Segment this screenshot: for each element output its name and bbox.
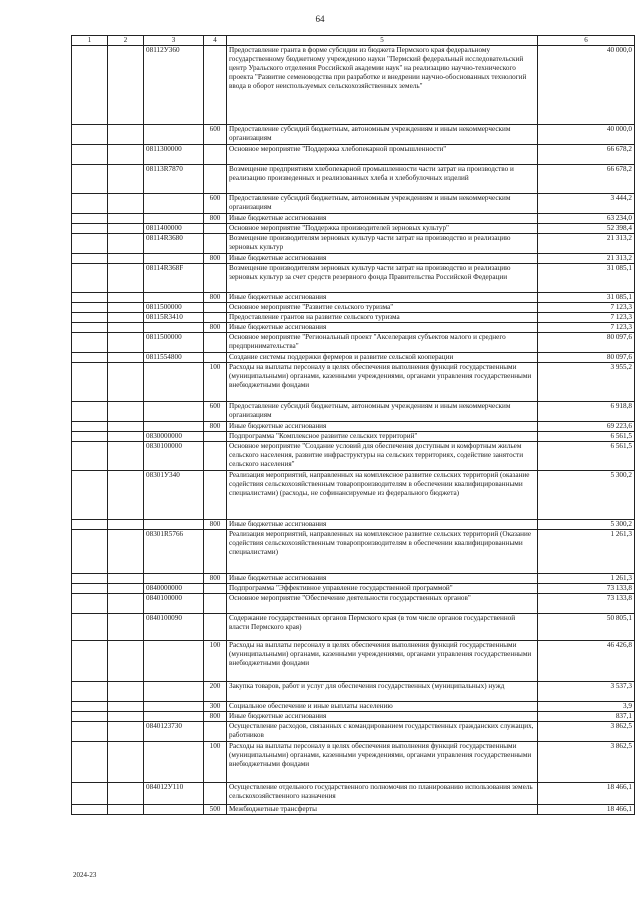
cell-name: Основное мероприятие "Поддержка хлебопекарной промышленности" [227, 145, 538, 165]
cell-subsection [108, 224, 144, 234]
cell-amount: 5 300,2 [538, 471, 635, 520]
cell-amount: 3 862,5 [538, 722, 635, 742]
cell-section [72, 471, 108, 520]
table-row [72, 722, 635, 742]
cell-subsection [108, 722, 144, 742]
cell-section [72, 712, 108, 722]
cell-name: Возмещение производителям зерновых культур части затрат на производство и реализацию зерновых культур за счет средств резервного фонда Правительства Российской Федерации [227, 264, 538, 293]
cell-amount: 3 444,2 [538, 194, 635, 214]
cell-section [72, 722, 108, 742]
cell-target-code [144, 641, 204, 682]
cell-subsection [108, 614, 144, 641]
cell-amount: 69 223,6 [538, 422, 635, 432]
cell-name: Предоставление субсидий бюджетным, автономным учреждениям и иным некоммерческим организациям [227, 125, 538, 145]
table-row [72, 422, 635, 432]
cell-amount: 73 133,8 [538, 584, 635, 594]
cell-expense-type [204, 224, 227, 234]
cell-expense-type: 100 [204, 742, 227, 783]
table-row [72, 254, 635, 264]
cell-section [72, 520, 108, 530]
cell-target-code: 08113R7870 [144, 165, 204, 194]
cell-section [72, 422, 108, 432]
cell-expense-type: 600 [204, 402, 227, 422]
cell-amount: 837,1 [538, 712, 635, 722]
cell-subsection [108, 520, 144, 530]
table-row [72, 323, 635, 333]
cell-target-code [144, 293, 204, 303]
cell-target-code [144, 574, 204, 584]
col-header-6: 6 [538, 36, 635, 46]
cell-target-code: 0840000000 [144, 584, 204, 594]
cell-subsection [108, 234, 144, 254]
table-row [72, 432, 635, 442]
cell-amount: 46 426,8 [538, 641, 635, 682]
cell-name: Реализация мероприятий, направленных на комплексное развитие сельских территорий (оказание содействия сельскохозяйственным товаропроизводителям в обеспечении квалифицированными специалистами) (расходы, не софинансируемые из федерального бюджета) [227, 471, 538, 520]
cell-name: Основное мероприятие "Региональный проект "Акселерация субъектов малого и среднего предпринимательства" [227, 333, 538, 353]
cell-section [72, 214, 108, 224]
cell-expense-type: 100 [204, 641, 227, 682]
cell-section [72, 584, 108, 594]
cell-target-code [144, 702, 204, 712]
cell-section [72, 234, 108, 254]
cell-expense-type: 800 [204, 712, 227, 722]
table-row [72, 442, 635, 471]
cell-amount: 7 123,3 [538, 313, 635, 323]
cell-expense-type [204, 432, 227, 442]
cell-subsection [108, 422, 144, 432]
cell-name: Иные бюджетные ассигнования [227, 293, 538, 303]
cell-section [72, 194, 108, 214]
cell-amount: 52 398,4 [538, 224, 635, 234]
cell-target-code [144, 520, 204, 530]
table-header-row [72, 36, 635, 46]
cell-section [72, 594, 108, 614]
cell-name: Осуществление расходов, связанных с командированием государственных гражданских служащих, работников [227, 722, 538, 742]
table-row [72, 530, 635, 574]
cell-section [72, 530, 108, 574]
cell-target-code: 0811400000 [144, 224, 204, 234]
cell-target-code [144, 323, 204, 333]
table-row [72, 712, 635, 722]
cell-section [72, 614, 108, 641]
budget-table [71, 35, 635, 815]
cell-subsection [108, 333, 144, 353]
cell-name: Создание системы поддержки фермеров и развитие сельской кооперации [227, 353, 538, 363]
cell-section [72, 224, 108, 234]
cell-name: Социальное обеспечение и иные выплаты населению [227, 702, 538, 712]
cell-subsection [108, 303, 144, 313]
cell-name: Иные бюджетные ассигнования [227, 422, 538, 432]
table-row [72, 702, 635, 712]
cell-target-code: 0811500000 [144, 303, 204, 313]
cell-expense-type [204, 234, 227, 254]
cell-expense-type: 800 [204, 323, 227, 333]
table-row [72, 293, 635, 303]
table-body [72, 46, 635, 815]
cell-section [72, 293, 108, 303]
footer-code: 2024-23 [73, 871, 97, 879]
cell-name: Подпрограмма "Эффективное управление государственной программой" [227, 584, 538, 594]
cell-target-code [144, 363, 204, 402]
cell-section [72, 264, 108, 293]
table-row [72, 353, 635, 363]
table-row [72, 742, 635, 783]
cell-name: Иные бюджетные ассигнования [227, 323, 538, 333]
table-row [72, 584, 635, 594]
cell-name: Иные бюджетные ассигнования [227, 520, 538, 530]
cell-target-code [144, 194, 204, 214]
cell-expense-type [204, 165, 227, 194]
cell-expense-type [204, 333, 227, 353]
cell-subsection [108, 402, 144, 422]
cell-target-code: 08115R3410 [144, 313, 204, 323]
cell-target-code [144, 805, 204, 815]
cell-target-code: 08114R368F [144, 264, 204, 293]
cell-target-code: 0811300000 [144, 145, 204, 165]
cell-expense-type [204, 145, 227, 165]
table-row [72, 520, 635, 530]
cell-subsection [108, 702, 144, 712]
cell-name: Основное мероприятие "Обеспечение деятельности государственных органов" [227, 594, 538, 614]
cell-amount: 63 234,0 [538, 214, 635, 224]
cell-expense-type [204, 614, 227, 641]
cell-section [72, 363, 108, 402]
cell-name: Предоставление субсидий бюджетным, автономным учреждениям и иным некоммерческим организациям [227, 194, 538, 214]
cell-subsection [108, 214, 144, 224]
cell-name: Предоставление субсидий бюджетным, автономным учреждениям и иным некоммерческим организациям [227, 402, 538, 422]
table-row [72, 224, 635, 234]
table-row [72, 46, 635, 125]
cell-amount: 40 000,0 [538, 46, 635, 125]
cell-expense-type: 500 [204, 805, 227, 815]
cell-name: Основное мероприятие "Поддержка производителей зерновых культур" [227, 224, 538, 234]
cell-amount: 7 123,3 [538, 303, 635, 313]
cell-name: Расходы на выплаты персоналу в целях обеспечения выполнения функций государственными (муниципальными) органами, казенными учреждениями, органами управления государственными внебюджетными фондами [227, 363, 538, 402]
table-row [72, 303, 635, 313]
cell-subsection [108, 742, 144, 783]
cell-expense-type [204, 353, 227, 363]
cell-section [72, 402, 108, 422]
cell-amount: 6 561,5 [538, 442, 635, 471]
table-row [72, 574, 635, 584]
cell-target-code: 08114R3680 [144, 234, 204, 254]
cell-expense-type [204, 783, 227, 805]
table-row [72, 214, 635, 224]
cell-amount: 6 561,5 [538, 432, 635, 442]
cell-amount: 40 000,0 [538, 125, 635, 145]
cell-expense-type [204, 442, 227, 471]
cell-target-code [144, 402, 204, 422]
cell-subsection [108, 442, 144, 471]
table-row [72, 682, 635, 702]
cell-amount: 66 678,2 [538, 145, 635, 165]
cell-section [72, 432, 108, 442]
cell-subsection [108, 682, 144, 702]
cell-subsection [108, 323, 144, 333]
cell-expense-type: 200 [204, 682, 227, 702]
table-row [72, 471, 635, 520]
col-header-2: 2 [108, 36, 144, 46]
cell-subsection [108, 165, 144, 194]
table-row [72, 363, 635, 402]
cell-name: Предоставление гранта в форме субсидии из бюджета Пермского края федеральному государственному бюджетному учреждению науки "Пермский федеральный исследовательский центр Уральского отделения Российской академии наук" на реализацию научно-технического проекта "Развитие семеноводства при разработке и внедрении научно-обоснованных технологий ввода в оборот неиспользуемых сельскохозяйственных земель" [227, 46, 538, 125]
cell-expense-type [204, 530, 227, 574]
cell-target-code [144, 214, 204, 224]
cell-section [72, 333, 108, 353]
cell-amount: 3 862,5 [538, 742, 635, 783]
cell-section [72, 323, 108, 333]
cell-amount: 80 097,6 [538, 333, 635, 353]
cell-subsection [108, 594, 144, 614]
cell-target-code: 0830100000 [144, 442, 204, 471]
cell-target-code: 08301R5766 [144, 530, 204, 574]
cell-subsection [108, 574, 144, 584]
cell-expense-type: 800 [204, 574, 227, 584]
table-row [72, 783, 635, 805]
cell-section [72, 682, 108, 702]
cell-subsection [108, 584, 144, 594]
cell-subsection [108, 145, 144, 165]
cell-name: Иные бюджетные ассигнования [227, 574, 538, 584]
cell-amount: 31 085,1 [538, 293, 635, 303]
cell-amount: 21 313,2 [538, 254, 635, 264]
cell-amount: 6 918,8 [538, 402, 635, 422]
cell-subsection [108, 46, 144, 125]
cell-name: Межбюджетные трансферты [227, 805, 538, 815]
cell-target-code: 0840100090 [144, 614, 204, 641]
cell-amount: 21 313,2 [538, 234, 635, 254]
cell-section [72, 442, 108, 471]
cell-amount: 80 097,6 [538, 353, 635, 363]
cell-section [72, 145, 108, 165]
cell-expense-type: 800 [204, 214, 227, 224]
col-header-5: 5 [227, 36, 538, 46]
cell-target-code: 0840100000 [144, 594, 204, 614]
cell-expense-type [204, 594, 227, 614]
cell-subsection [108, 194, 144, 214]
cell-amount: 3,9 [538, 702, 635, 712]
cell-target-code [144, 422, 204, 432]
page-number: 64 [315, 14, 325, 24]
cell-name: Реализация мероприятий, направленных на комплексное развитие сельских территорий (Оказание содействия сельскохозяйственным товаропроизводителям в обеспечении квалифицированными специалистами) [227, 530, 538, 574]
cell-name: Возмещение предприятиям хлебопекарной промышленности части затрат на производство и реализацию произведенных и реализованных хлеба и хлебобулочных изделий [227, 165, 538, 194]
cell-amount: 3 537,3 [538, 682, 635, 702]
cell-name: Основное мероприятие "Создание условий для обеспечения доступным и комфортным жильем сельского населения, развитие инфраструктуры на сельских территориях, содействие занятости сельского населения" [227, 442, 538, 471]
cell-subsection [108, 254, 144, 264]
cell-amount: 73 133,8 [538, 594, 635, 614]
cell-subsection [108, 264, 144, 293]
cell-target-code: 08112У360 [144, 46, 204, 125]
cell-expense-type [204, 46, 227, 125]
cell-expense-type: 600 [204, 194, 227, 214]
cell-name: Осуществление отдельного государственного полномочия по планированию использования земель сельскохозяйственного назначения [227, 783, 538, 805]
cell-subsection [108, 530, 144, 574]
cell-expense-type [204, 722, 227, 742]
cell-subsection [108, 712, 144, 722]
cell-target-code: 084012У110 [144, 783, 204, 805]
cell-name: Возмещение производителям зерновых культур части затрат на производство и реализацию зерновых культур [227, 234, 538, 254]
cell-name: Расходы на выплаты персоналу в целях обеспечения выполнения функций государственными (муниципальными) органами, казенными учреждениями, органами управления государственными внебюджетными фондами [227, 641, 538, 682]
cell-expense-type [204, 313, 227, 323]
cell-subsection [108, 783, 144, 805]
table-row [72, 594, 635, 614]
cell-amount: 7 123,3 [538, 323, 635, 333]
table-row [72, 264, 635, 293]
cell-name: Основное мероприятие "Развитие сельского туризма" [227, 303, 538, 313]
cell-name: Содержание государственных органов Пермского края (в том числе органов государственной власти Пермского края) [227, 614, 538, 641]
cell-target-code: 0811554800 [144, 353, 204, 363]
cell-section [72, 254, 108, 264]
cell-amount: 3 955,2 [538, 363, 635, 402]
table-row [72, 402, 635, 422]
cell-section [72, 783, 108, 805]
cell-amount: 66 678,2 [538, 165, 635, 194]
cell-target-code [144, 712, 204, 722]
cell-subsection [108, 805, 144, 815]
cell-amount: 50 805,1 [538, 614, 635, 641]
table-row [72, 165, 635, 194]
table-row [72, 125, 635, 145]
cell-expense-type: 800 [204, 293, 227, 303]
cell-section [72, 574, 108, 584]
cell-section [72, 702, 108, 712]
cell-subsection [108, 293, 144, 303]
cell-section [72, 353, 108, 363]
cell-subsection [108, 641, 144, 682]
cell-section [72, 641, 108, 682]
cell-subsection [108, 363, 144, 402]
cell-name: Иные бюджетные ассигнования [227, 254, 538, 264]
cell-target-code [144, 125, 204, 145]
cell-expense-type: 600 [204, 125, 227, 145]
table-row [72, 234, 635, 254]
cell-subsection [108, 313, 144, 323]
cell-amount: 31 085,1 [538, 264, 635, 293]
cell-expense-type [204, 584, 227, 594]
cell-target-code: 0811500000 [144, 333, 204, 353]
cell-amount: 1 261,3 [538, 530, 635, 574]
cell-subsection [108, 353, 144, 363]
table-row [72, 641, 635, 682]
cell-section [72, 742, 108, 783]
cell-subsection [108, 471, 144, 520]
cell-name: Иные бюджетные ассигнования [227, 712, 538, 722]
table-row [72, 805, 635, 815]
cell-name: Закупка товаров, работ и услуг для обеспечения государственных (муниципальных) нужд [227, 682, 538, 702]
cell-expense-type: 800 [204, 422, 227, 432]
cell-expense-type: 300 [204, 702, 227, 712]
cell-amount: 18 466,1 [538, 805, 635, 815]
cell-target-code: 08301У340 [144, 471, 204, 520]
cell-section [72, 303, 108, 313]
cell-section [72, 125, 108, 145]
cell-name: Подпрограмма "Комплексное развитие сельских территорий" [227, 432, 538, 442]
table-row [72, 145, 635, 165]
cell-target-code [144, 742, 204, 783]
cell-amount: 18 466,1 [538, 783, 635, 805]
cell-name: Иные бюджетные ассигнования [227, 214, 538, 224]
table-row [72, 614, 635, 641]
table-row [72, 313, 635, 323]
col-header-3: 3 [144, 36, 204, 46]
col-header-4: 4 [204, 36, 227, 46]
cell-expense-type [204, 303, 227, 313]
cell-target-code: 0840123730 [144, 722, 204, 742]
cell-target-code [144, 682, 204, 702]
table-row [72, 194, 635, 214]
cell-target-code [144, 254, 204, 264]
cell-amount: 5 300,2 [538, 520, 635, 530]
cell-subsection [108, 432, 144, 442]
cell-section [72, 313, 108, 323]
cell-expense-type: 100 [204, 363, 227, 402]
cell-target-code: 0830000000 [144, 432, 204, 442]
table-row [72, 333, 635, 353]
cell-name: Расходы на выплаты персоналу в целях обеспечения выполнения функций государственными (муниципальными) органами, казенными учреждениями, органами управления государственными внебюджетными фондами [227, 742, 538, 783]
cell-expense-type [204, 264, 227, 293]
col-header-1: 1 [72, 36, 108, 46]
cell-name: Предоставление грантов на развитие сельского туризма [227, 313, 538, 323]
cell-expense-type: 800 [204, 254, 227, 264]
cell-subsection [108, 125, 144, 145]
cell-section [72, 805, 108, 815]
cell-expense-type [204, 471, 227, 520]
cell-section [72, 46, 108, 125]
cell-expense-type: 800 [204, 520, 227, 530]
cell-section [72, 165, 108, 194]
cell-amount: 1 261,3 [538, 574, 635, 584]
